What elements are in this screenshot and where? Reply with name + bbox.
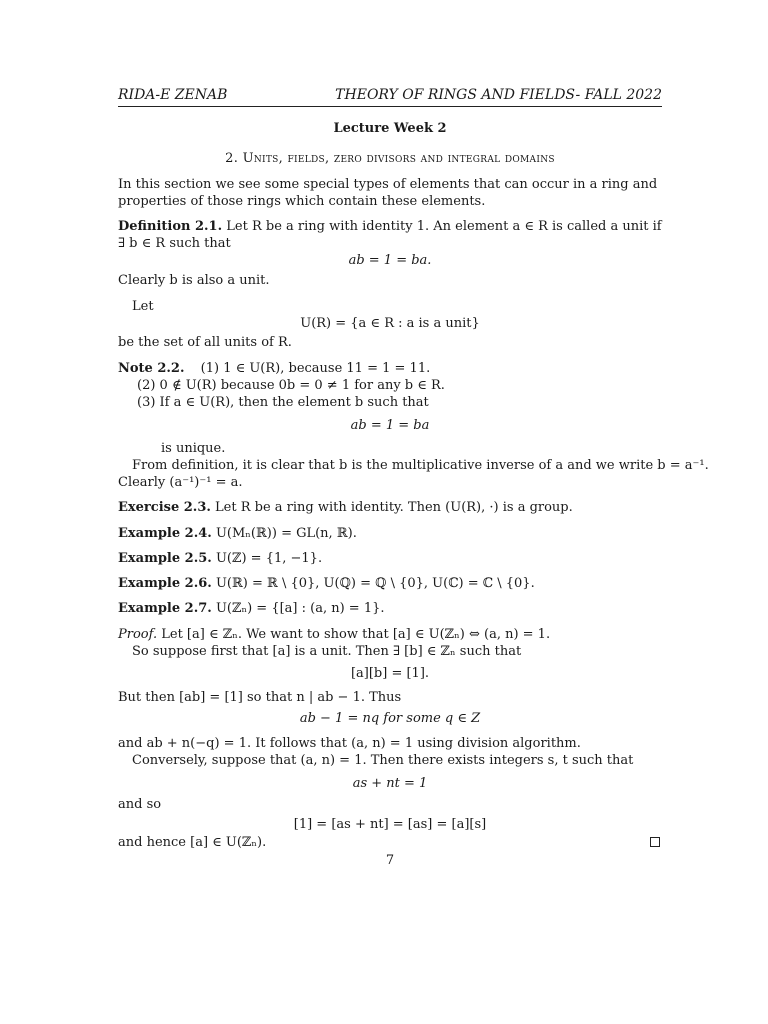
proof-line-4: and ab + n(−q) = 1. It follows that (a, n) = 1 using division algorithm. — [118, 736, 581, 751]
example-label: Example 2.4. — [118, 526, 212, 541]
note-item-3: (3) If a ∈ U(R), then the element b such that — [137, 395, 429, 410]
example-label: Example 2.6. — [118, 576, 212, 591]
exercise-2-3 — [118, 500, 573, 516]
example-text: U(ℤₙ) = {[a] : (a, n) = 1}. — [215, 601, 385, 616]
example-label: Example 2.7. — [118, 601, 212, 616]
intro-line-2: properties of those rings which contain these elements. — [118, 194, 486, 209]
header-rule — [118, 106, 662, 107]
qed-symbol — [650, 837, 660, 847]
note-equation: ab = 1 = ba — [350, 418, 430, 433]
definition-line-2: ∃ b ∈ R such that — [118, 236, 231, 251]
note-unique: is unique. — [161, 441, 226, 456]
note-item-1: (1) 1 ∈ U(R), because 11 = 1 = 11. — [200, 361, 431, 376]
proof-label: Proof. — [118, 627, 158, 642]
header-author: RIDA-E ZENAB — [118, 87, 228, 103]
note-line-1 — [118, 361, 430, 377]
example-2-7 — [118, 601, 385, 617]
proof-equation-2: ab − 1 = nq for some q ∈ Z — [299, 711, 481, 726]
example-label: Example 2.5. — [118, 551, 212, 566]
proof-line-3: But then [ab] = [1] so that n | ab − 1. Thus — [118, 690, 402, 705]
proof-equation-4: [1] = [as + nt] = [as] = [a][s] — [293, 817, 487, 832]
definition-line-1 — [118, 219, 662, 235]
note-inverse-line: From definition, it is clear that b is the multiplicative inverse of a and we write b = a⁻¹. — [132, 458, 709, 473]
exercise-label: Exercise 2.3. — [118, 500, 211, 515]
note-inverse-identity: Clearly (a⁻¹)⁻¹ = a. — [118, 475, 243, 490]
definition-text: Let R be a ring with identity 1. An element a ∈ R is called a unit if — [226, 219, 662, 234]
page-number: 7 — [385, 853, 395, 868]
units-set-description: be the set of all units of R. — [118, 335, 292, 350]
note-label: Note 2.2. — [118, 361, 185, 376]
header-course-title: THEORY OF RINGS AND FIELDS- FALL 2022 — [335, 87, 662, 103]
intro-line-1: In this section we see some special types of elements that can occur in a ring and — [118, 177, 658, 192]
proof-equation-1: [a][b] = [1]. — [350, 666, 430, 681]
definition-let: Let — [132, 299, 154, 314]
example-text: U(ℝ) = ℝ \ {0}, U(ℚ) = ℚ \ {0}, U(ℂ) = ℂ \ {0}. — [215, 576, 535, 591]
section-title: 2. Units, fields, zero divisors and integral domains — [225, 151, 555, 166]
proof-line-1 — [118, 627, 550, 643]
proof-line-5: Conversely, suppose that (a, n) = 1. Then there exists integers s, t such that — [132, 753, 634, 768]
note-item-2: (2) 0 ∉ U(R) because 0b = 0 ≠ 1 for any b ∈ R. — [137, 378, 445, 393]
example-text: U(Mₙ(ℝ)) = GL(n, ℝ). — [215, 526, 357, 541]
definition-equation: ab = 1 = ba. — [348, 253, 432, 268]
example-2-4 — [118, 526, 357, 542]
proof-text: Let [a] ∈ ℤₙ. We want to show that [a] ∈ U(ℤₙ) ⇔ (a, n) = 1. — [161, 627, 551, 642]
lecture-title: Lecture Week 2 — [333, 121, 447, 136]
proof-line-6: and so — [118, 797, 162, 812]
definition-label: Definition 2.1. — [118, 219, 223, 234]
exercise-text: Let R be a ring with identity. Then (U(R), ·) is a group. — [215, 500, 573, 515]
units-set-equation: U(R) = {a ∈ R : a is a unit} — [300, 316, 480, 331]
proof-equation-3: as + nt = 1 — [352, 776, 428, 791]
proof-line-2: So suppose first that [a] is a unit. Then ∃ [b] ∈ ℤₙ such that — [132, 644, 522, 659]
example-2-6 — [118, 576, 535, 592]
example-text: U(ℤ) = {1, −1}. — [215, 551, 323, 566]
definition-remark: Clearly b is also a unit. — [118, 273, 270, 288]
example-2-5 — [118, 551, 322, 567]
proof-line-7: and hence [a] ∈ U(ℤₙ). — [118, 835, 267, 850]
